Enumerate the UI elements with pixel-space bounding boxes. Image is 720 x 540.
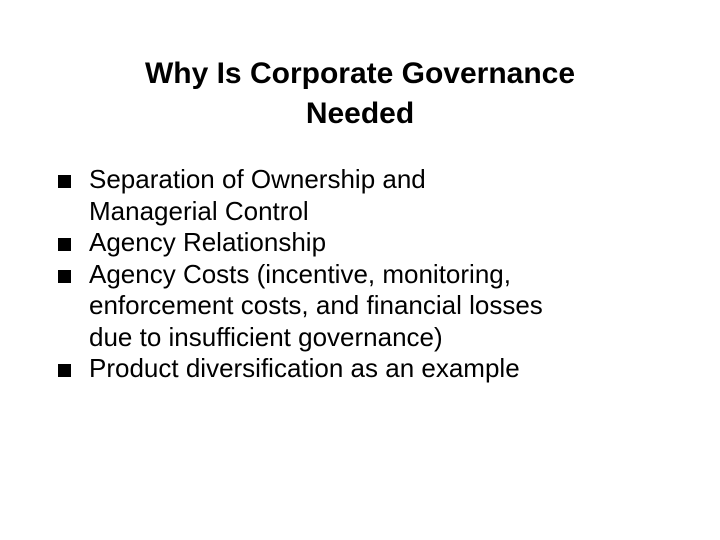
bullet-item <box>58 227 668 259</box>
bullet-item <box>58 164 668 227</box>
bullet-text-line: enforcement costs, and financial losses <box>89 290 543 320</box>
title-line: Needed <box>305 97 415 130</box>
square-bullet-icon <box>58 175 71 188</box>
bullet-text-line: Agency Relationship <box>89 227 327 257</box>
square-bullet-icon <box>58 270 71 283</box>
bullet-item <box>58 259 668 354</box>
title-line: Why Is Corporate Governance <box>144 57 576 90</box>
bullet-text-line: Agency Costs (incentive, monitoring, <box>89 258 511 289</box>
bullet-list <box>58 164 668 385</box>
bullet-text-line: due to insufficient governance) <box>89 321 443 352</box>
bullet-text-line: Managerial Control <box>89 195 309 226</box>
bullet-item <box>58 353 668 385</box>
bullet-text-line: Separation of Ownership and <box>89 164 426 194</box>
slide-title <box>60 54 660 134</box>
square-bullet-icon <box>58 238 71 251</box>
square-bullet-icon <box>58 364 71 377</box>
bullet-text-line: Product diversification as an example <box>89 353 520 383</box>
